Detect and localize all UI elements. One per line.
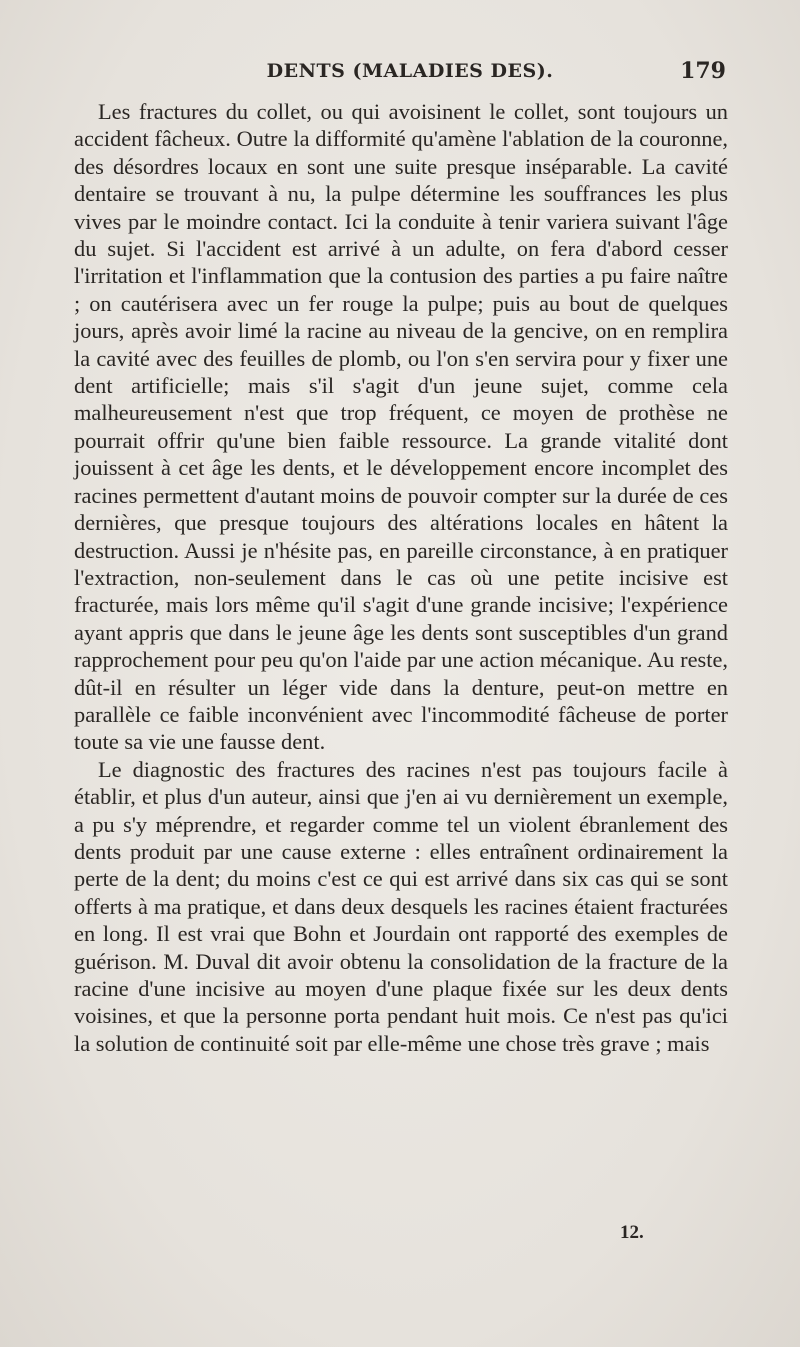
paragraph: Le diagnostic des fractures des racines n'est pas toujours facile à établir, et plus d'un auteur, ainsi que j'en ai vu dernièrement un exemple, a pu s'y méprendre, et regarder comme tel un violent ébranlement des dents produit par une cause externe : elles entraînent ordinairement la perte de la dent; du moins c'est ce qui est arrivé dans six cas qui se sont offerts à ma pratique, et dans deux desquels les racines étaient fracturées en long. Il est vrai que Bohn et Jourdain ont rapporté des exemples de guérison. M. Duval dit avoir obtenu la consolidation de la fracture de la racine d'une incisive au moyen d'une plaque fixée sur les deux dents voisines, et que la personne porta pendant huit mois. Ce n'est pas qu'ici la solution de continuité soit par elle-même une chose très grave ; mais xyxy=(74,756,728,1056)
paragraph: Les fractures du collet, ou qui avoisinent le collet, sont toujours un accident fâcheux. Outre la difformité qu'amène l'ablation de la couronne, des désordres locaux en sont une suite presque inséparable. La cavité dentaire se trouvant à nu, la pulpe détermine les souffrances les plus vives par le moindre contact. Ici la conduite à tenir variera suivant l'âge du sujet. Si l'accident est arrivé à un adulte, on fera d'abord cesser l'irritation et l'inflammation que la contusion des parties a pu faire naître ; on cautérisera avec un fer rouge la pulpe; puis au bout de quelques jours, après avoir limé la racine au niveau de la gencive, on en remplira la cavité avec des feuilles de plomb, ou l'on s'en servira pour y fixer une dent artificielle; mais s'il s'agit d'un jeune sujet, comme cela malheureusement n'est que trop fréquent, ce moyen de prothèse ne pourrait offrir qu'une bien faible ressource. La grande vitalité dont jouissent à cet âge les dents, et le développement encore incomplet des racines permettent d'autant moins de pouvoir compter sur la durée de ces dernières, que presque toujours des altérations locales en hâtent la destruction. Aussi je n'hésite pas, en pareille circonstance, à en pratiquer l'extraction, non-seulement dans le cas où une petite incisive est fracturée, mais lors même qu'il s'agit d'une grande incisive; l'expérience ayant appris que dans le jeune âge les dents sont susceptibles d'un grand rapprochement pour peu qu'on l'aide par une action mécanique. Au reste, dût-il en résulter un léger vide dans la denture, peut-on mettre en parallèle ce faible inconvénient avec l'incommodité fâcheuse de porter toute sa vie une fausse dent. xyxy=(74,99,728,755)
running-head: DENTS (MALADIES DES). xyxy=(266,60,554,82)
page-number: 179 xyxy=(680,58,726,84)
signature-mark: 12. xyxy=(620,1222,644,1243)
body-text xyxy=(74,98,728,1057)
page-header xyxy=(90,60,730,94)
